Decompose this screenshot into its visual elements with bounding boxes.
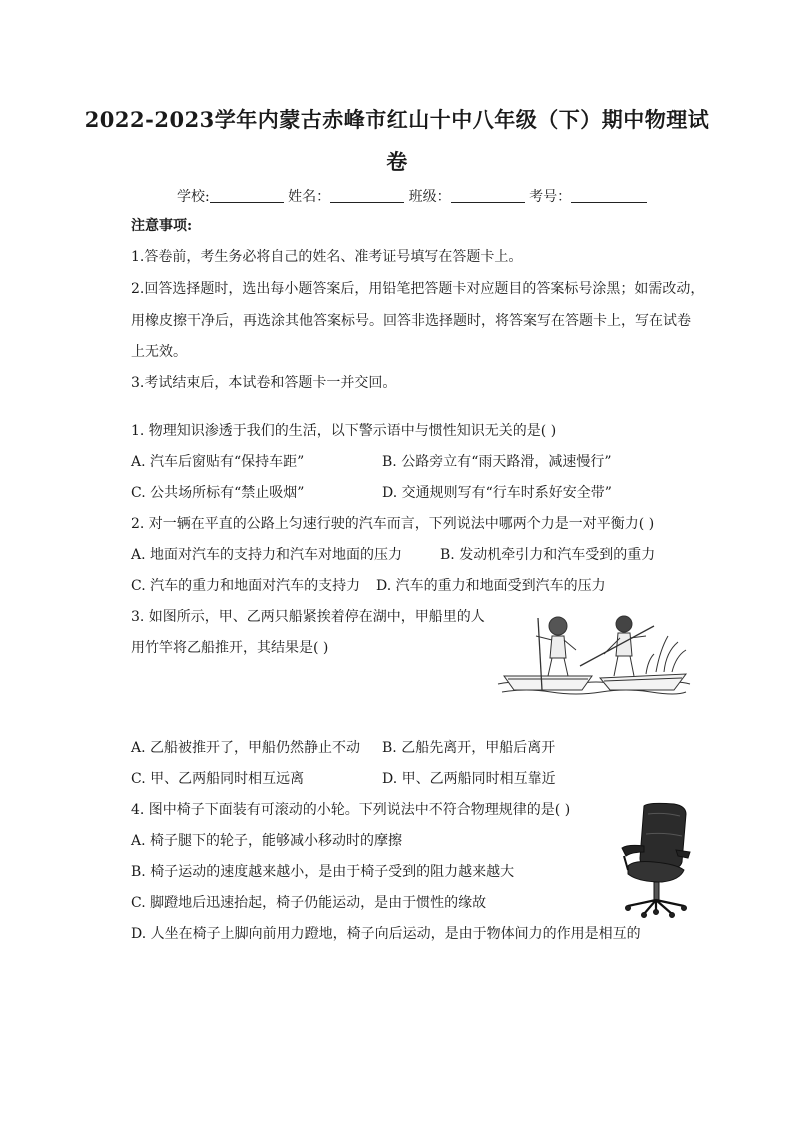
question-1-option-a: A. 汽车后窗贴有“保持车距” [131,454,305,470]
question-3-stem: 3. 如图所示，甲、乙两只船紧挨着停在湖中，甲船里的人 [131,609,485,625]
name-blank [330,188,404,203]
office-chair-illustration [614,800,694,918]
question-3-option-c: C. 甲、乙两船同时相互远离 [131,771,305,787]
exam-no-label: 考号： [529,189,572,205]
question-4-option-a: A. 椅子腿下的轮子，能够减小移动时的摩擦 [131,833,403,849]
notice-item: 用橡皮擦干净后，再选涂其他答案标号。回答非选择题时，将答案写在答题卡上，写在试卷 [131,313,691,329]
question-2-option-d: D. 汽车的重力和地面受到汽车的压力 [376,578,606,594]
question-1-option-b: B. 公路旁立有“雨天路滑，减速慢行” [382,454,612,470]
notice-item: 1.答卷前，考生务必将自己的姓名、准考证号填写在答题卡上。 [131,249,523,265]
question-4-option-d: D. 人坐在椅子上脚向前用力蹬地，椅子向后运动，是由于物体间力的作用是相互的 [131,926,641,942]
exam-title-line2: 卷 [386,149,408,174]
question-4-option-c: C. 脚蹬地后迅速抬起，椅子仍能运动，是由于惯性的缘故 [131,895,487,911]
name-label: 姓名： [288,189,331,205]
exam-no-blank [571,188,647,203]
question-2-option-b: B. 发动机牵引力和汽车受到的重力 [440,547,656,563]
school-blank [210,188,284,203]
class-blank [451,188,525,203]
notice-item: 上无效。 [131,344,187,360]
question-3-option-a: A. 乙船被推开了，甲船仍然静止不动 [131,740,361,756]
question-2-option-a: A. 地面对汽车的支持力和汽车对地面的压力 [131,547,403,563]
notice-item: 2.回答选择题时，选出每小题答案后，用铅笔把答题卡对应题目的答案标号涂黑；如需改动， [131,281,705,297]
question-3-option-d: D. 甲、乙两船同时相互靠近 [382,771,556,787]
question-4-stem: 4. 图中椅子下面装有可滚动的小轮。下列说法中不符合物理规律的是( ) [131,802,571,818]
question-2-stem: 2. 对一辆在平直的公路上匀速行驶的汽车而言，下列说法中哪两个力是一对平衡力( ) [131,516,655,532]
notice-heading: 注意事项: [131,218,193,234]
notice-item: 3.考试结束后，本试卷和答题卡一并交回。 [131,375,397,391]
school-label: 学校: [177,189,210,205]
question-1-stem: 1. 物理知识渗透于我们的生活，以下警示语中与惯性知识无关的是( ) [131,423,557,439]
boats-illustration [496,606,692,698]
class-label: 班级： [408,189,451,205]
question-1-option-c: C. 公共场所标有“禁止吸烟” [131,485,305,501]
question-1-option-d: D. 交通规则写有“行车时系好安全带” [382,485,612,501]
student-info-row [177,186,647,206]
exam-title-line1: 2022-2023学年内蒙古赤峰市红山十中八年级（下）期中物理试 [84,107,710,132]
question-3-option-b: B. 乙船先离开，甲船后离开 [382,740,556,756]
question-4-option-b: B. 椅子运动的速度越来越小，是由于椅子受到的阻力越来越大 [131,864,515,880]
question-3-stem-cont: 用竹竿将乙船推开，其结果是( ) [131,640,329,656]
question-2-option-c: C. 汽车的重力和地面对汽车的支持力 [131,578,361,594]
